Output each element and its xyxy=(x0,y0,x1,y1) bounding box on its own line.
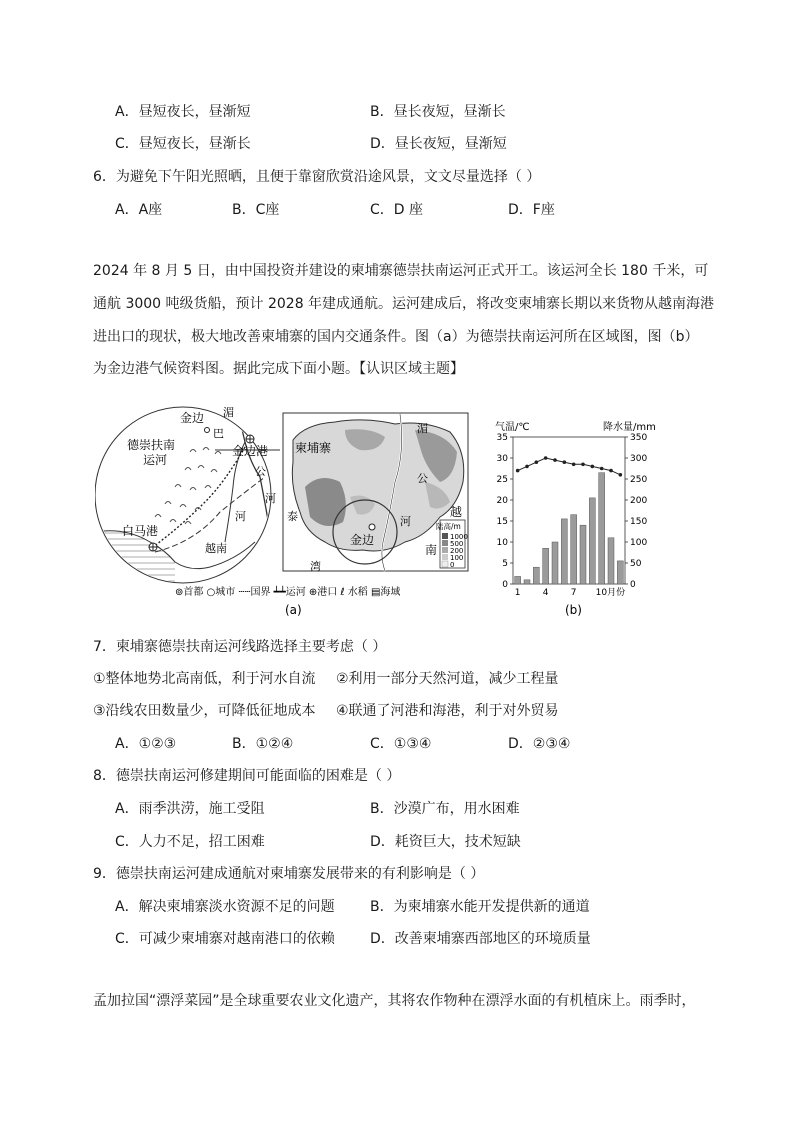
q5-option-c: C．昼短夜长，昼渐长 xyxy=(115,136,251,152)
q8-option-a: A．雨季洪涝，施工受阻 xyxy=(115,801,265,817)
x-tick-label: 1 xyxy=(514,588,521,598)
inset-label-canal2: 运河 xyxy=(143,453,168,467)
temperature-point xyxy=(516,469,520,473)
legend-value-2: 200 xyxy=(450,547,464,555)
q9-option-c: C．可减少柬埔寨对越南港口的依赖 xyxy=(115,931,335,947)
main-label-tai: 泰 xyxy=(287,510,298,523)
right-tick-label: 250 xyxy=(630,475,648,485)
temperature-point xyxy=(591,465,595,469)
temperature-line xyxy=(518,458,621,475)
temperature-point xyxy=(544,456,548,460)
q8-option-c: C．人力不足，招工困难 xyxy=(115,834,265,850)
q7-statement-2: ②利用一部分天然河道，减少工程量 xyxy=(336,671,559,687)
right-tick-label: 50 xyxy=(630,559,642,569)
inset-label-he2: 河 xyxy=(235,510,246,523)
q6-option-d: D．F座 xyxy=(508,202,555,218)
inset-label-he: 河 xyxy=(265,492,276,505)
main-label-cambodia: 柬埔寨 xyxy=(295,441,332,455)
inset-label-gong: 公 xyxy=(255,465,266,478)
left-tick-label: 35 xyxy=(496,433,508,443)
right-tick-label: 350 xyxy=(630,433,648,443)
temperature-point xyxy=(525,465,529,469)
left-tick-label: 5 xyxy=(502,559,508,569)
inset-label-jinbian-port: 金边港 xyxy=(232,444,269,458)
q8-option-b: B．沙漠广布，用水困难 xyxy=(370,801,520,817)
q7-stem: 7．柬埔寨德崇扶南运河线路选择主要考虑（ ） xyxy=(93,639,387,655)
q7-statement-4: ④联通了河港和海港，利于对外贸易 xyxy=(336,703,559,719)
inset-label-lan: 湄 xyxy=(223,406,234,419)
map-legend: ⊚首都 ○城市 ┄┄国界 ┷┷运河 ⊕港口 ℓ 水稻 ▤海域 xyxy=(175,587,401,598)
temperature-point xyxy=(609,469,613,473)
right-tick-label: 300 xyxy=(630,454,648,464)
precip-bar xyxy=(599,473,605,584)
next-passage-line: 孟加拉国“漂浮菜园”是全球重要农业文化遗产，其将农作物种在漂浮水面的有机植床上。雨季时， xyxy=(93,993,696,1009)
figure-svg xyxy=(95,392,695,617)
main-label-yue: 越 xyxy=(450,505,463,519)
precip-bar xyxy=(515,576,521,584)
q9-option-d: D．改善柬埔寨西部地区的环境质量 xyxy=(370,931,591,947)
q6-option-a: A．A座 xyxy=(115,202,163,218)
main-label-wan: 湾 xyxy=(310,560,321,573)
precip-bar xyxy=(608,538,614,584)
inset-label-ba: 巴 xyxy=(213,427,224,440)
q7-option-d: D．②③④ xyxy=(508,736,571,752)
chart-ylabel-right: 降水量/mm xyxy=(603,422,656,433)
q5-option-b: B．昼长夜短，昼渐长 xyxy=(370,104,506,120)
q9-stem: 9．德崇扶南运河建成通航对柬埔寨发展带来的有利影响是（ ） xyxy=(93,866,485,882)
inset-label-yuenan: 越南 xyxy=(205,542,227,555)
map-inset xyxy=(95,392,280,617)
q7-option-a: A．①②③ xyxy=(115,736,177,752)
legend-value-4: 0 xyxy=(450,561,455,569)
temperature-point xyxy=(563,460,567,464)
x-tick-label: 10月份 xyxy=(595,588,626,598)
temperature-point xyxy=(600,467,604,471)
right-tick-label: 200 xyxy=(630,496,648,506)
x-tick-label: 7 xyxy=(570,588,577,598)
left-tick-label: 10 xyxy=(496,538,508,548)
precip-bar xyxy=(543,548,549,584)
map-main xyxy=(283,413,468,573)
passage-line-2: 通航 3000 吨级货船，预计 2028 年建成通航。运河建成后，将改变柬埔寨长期以来货物从越南海港 xyxy=(93,296,715,312)
passage-line-3: 进出口的现状，极大地改善柬埔寨的国内交通条件。图（a）为德崇扶南运河所在区域图，图（b） xyxy=(93,329,699,345)
temperature-point xyxy=(581,463,585,467)
right-tick-label: 0 xyxy=(630,580,636,590)
inset-label-baima-port: 白马港 xyxy=(122,524,159,538)
legend-value-1: 500 xyxy=(450,540,464,548)
q6-option-b: B．C座 xyxy=(232,202,280,218)
precip-bar xyxy=(524,580,530,584)
temperature-point xyxy=(535,460,539,464)
left-tick-label: 15 xyxy=(496,517,508,527)
passage-line-4: 为金边港气候资料图。据此完成下面小题。【认识区域主题】 xyxy=(93,361,464,377)
inset-circle xyxy=(95,407,271,583)
legend-value-0: 1000 xyxy=(450,533,468,541)
precip-bar xyxy=(580,525,586,584)
right-tick-label: 150 xyxy=(630,517,648,527)
legend-value-3: 100 xyxy=(450,554,464,562)
q7-statement-3: ③沿线农田数量少，可降低征地成本 xyxy=(93,703,316,719)
precip-bar xyxy=(561,519,567,584)
right-tick-label: 100 xyxy=(630,538,648,548)
q7-statement-1: ①整体地势北高南低，利于河水自流 xyxy=(93,671,316,687)
precip-bar xyxy=(533,567,539,584)
left-tick-label: 30 xyxy=(496,454,508,464)
x-tick-label: 4 xyxy=(542,588,549,598)
left-tick-label: 25 xyxy=(496,475,508,485)
q9-option-b: B．为柬埔寨水能开发提供新的通道 xyxy=(370,899,590,915)
main-label-gong: 公 xyxy=(417,472,428,485)
inset-label-canal1: 德崇扶南 xyxy=(127,438,176,452)
passage-line-1: 2024 年 8 月 5 日，由中国投资并建设的柬埔寨德崇扶南运河正式开工。该运河全长 180 千米，可 xyxy=(93,263,709,279)
main-label-he: 河 xyxy=(400,515,411,528)
q5-option-a: A．昼短夜长，昼渐短 xyxy=(115,104,251,120)
main-label-nan: 南 xyxy=(425,543,438,557)
q5-option-d: D．昼长夜短，昼渐短 xyxy=(370,136,507,152)
temperature-point xyxy=(619,473,623,477)
figure-label-b: (b) xyxy=(565,603,582,617)
left-tick-label: 20 xyxy=(496,496,508,506)
precip-bar xyxy=(571,515,577,584)
left-tick-label: 0 xyxy=(502,580,508,590)
temperature-point xyxy=(553,458,557,462)
chart-ylabel-left: 气温/℃ xyxy=(495,422,530,433)
main-label-lan: 湄 xyxy=(417,422,428,435)
q7-option-b: B．①②④ xyxy=(232,736,294,752)
figure xyxy=(95,392,695,617)
q8-stem: 8．德崇扶南运河修建期间可能面临的困难是（ ） xyxy=(93,768,401,784)
climate-chart xyxy=(495,420,656,598)
legend-title: 陆高/m xyxy=(436,522,461,531)
temperature-point xyxy=(572,463,576,467)
inset-label-jinbian: 金边 xyxy=(180,411,205,425)
precip-bar xyxy=(617,561,623,584)
precip-bar xyxy=(589,498,595,584)
q6-stem: 6．为避免下午阳光照晒，且便于靠窗欣赏沿途风景，文文尽量选择（ ） xyxy=(93,169,541,185)
q8-option-d: D．耗资巨大，技术短缺 xyxy=(370,834,521,850)
precip-bar xyxy=(552,542,558,584)
q9-option-a: A．解决柬埔寨淡水资源不足的问题 xyxy=(115,899,335,915)
q7-option-c: C．①③④ xyxy=(370,736,432,752)
main-label-jinbian: 金边 xyxy=(350,533,375,547)
q6-option-c: C．D 座 xyxy=(370,202,424,218)
figure-label-a: (a) xyxy=(285,603,302,617)
